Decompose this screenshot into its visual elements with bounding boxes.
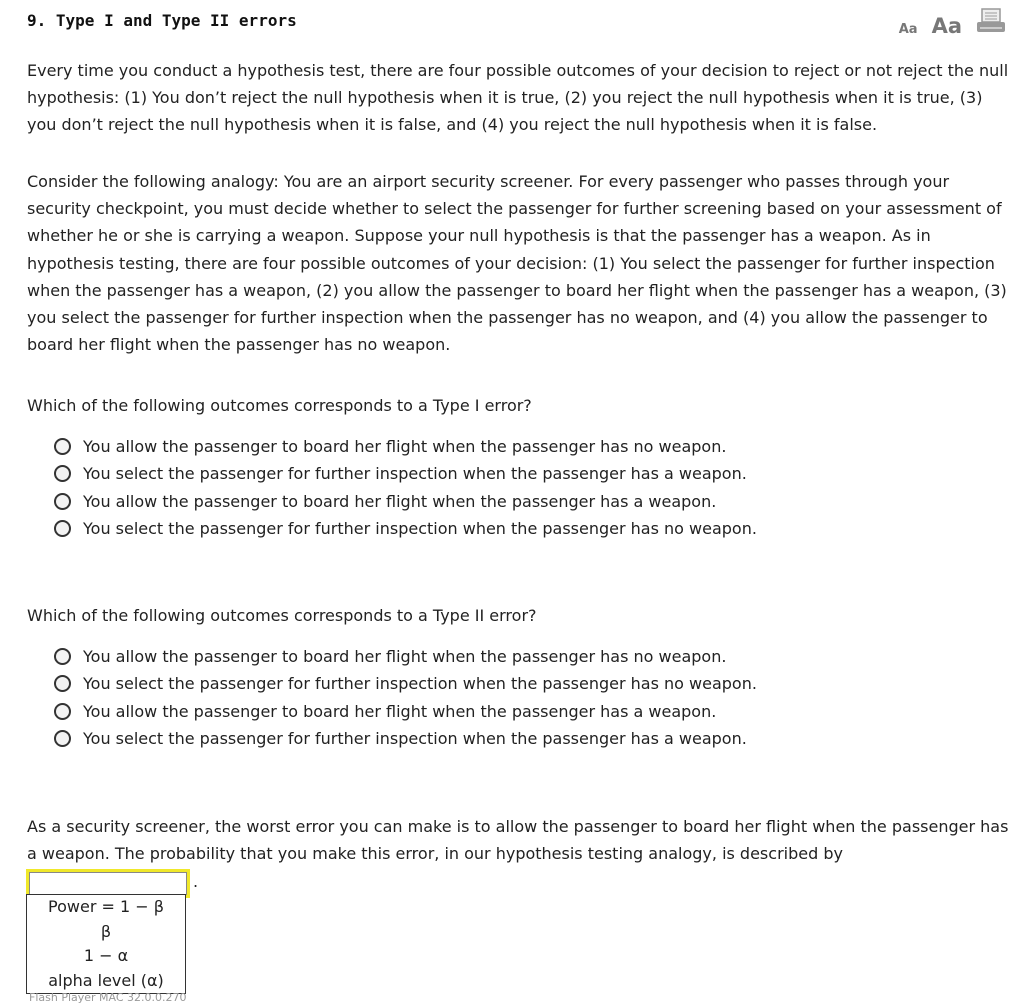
dropdown-option[interactable]: 1 − α xyxy=(83,946,129,965)
option-label: You allow the passenger to board her flight when the passenger has no weapon. xyxy=(83,647,727,667)
option-label: You select the passenger for further inspection when the passenger has a weapon. xyxy=(83,464,747,484)
option-label: You allow the passenger to board her flight when the passenger has a weapon. xyxy=(83,701,717,721)
intro-paragraph-2: Consider the following analogy: You are an airport security screener. For every passenger who passes through your security checkpoint, you must decide whether to select the passenger for further screening based on your assessment of whether he or she is carrying a weapon. Suppose your null hypothesis is that the passenger has a weapon. As in hypothesis testing, there are four possible outcomes of your decision: (1) You select the passenger for further inspection when the passenger has a weapon, (2) you allow the passenger to board her flight when the passenger has a weapon, (3) you select the passenger for further inspection when the passenger has no weapon, and (4) you allow the passenger to board her flight when the passenger has no weapon. xyxy=(27,172,1007,355)
radio-button[interactable] xyxy=(54,438,71,455)
q1-option-2[interactable] xyxy=(54,460,757,487)
q2-option-1[interactable] xyxy=(54,643,757,670)
option-label: You select the passenger for further inspection when the passenger has no weapon. xyxy=(83,674,757,694)
option-label: You select the passenger for further inspection when the passenger has no weapon. xyxy=(83,519,757,539)
option-label: You allow the passenger to board her flight when the passenger has no weapon. xyxy=(83,437,727,457)
q2-option-3[interactable] xyxy=(54,698,757,725)
toolbar xyxy=(899,8,1006,38)
radio-button[interactable] xyxy=(54,648,71,665)
radio-button[interactable] xyxy=(54,703,71,720)
dropdown-option-list xyxy=(26,894,186,994)
radio-button[interactable] xyxy=(54,675,71,692)
print-button[interactable] xyxy=(976,8,1006,38)
q1-option-1[interactable] xyxy=(54,433,757,460)
dropdown-option[interactable]: β xyxy=(100,921,112,941)
font-size-small-button[interactable]: Aa xyxy=(898,22,918,37)
dropdown-option[interactable]: alpha level (α) xyxy=(48,970,164,990)
font-size-large-button[interactable]: Aa xyxy=(931,14,962,38)
option-label: You select the passenger for further inspection when the passenger has a weapon. xyxy=(83,729,747,749)
flash-version-label: Flash Player MAC 32.0.0.270 xyxy=(29,991,187,1004)
question-2-options xyxy=(54,643,757,752)
print-icon xyxy=(976,8,1006,34)
q1-option-4[interactable] xyxy=(54,515,757,542)
q2-option-4[interactable] xyxy=(54,725,757,752)
dropdown-option[interactable]: Power = 1 − β xyxy=(48,897,164,916)
radio-button[interactable] xyxy=(54,730,71,747)
radio-button[interactable] xyxy=(54,493,71,510)
page-title: 9. Type I and Type II errors xyxy=(27,11,297,30)
intro-paragraph-1: Every time you conduct a hypothesis test, there are four possible outcomes of your decision to reject or not reject the null hypothesis: (1) You don’t reject the null hypothesis when it is true, (2) you reject the null hypothesis when it is true, (3) you don’t reject the null hypothesis when it is false, and (4) you reject the null hypothesis when it is false. xyxy=(27,61,1009,135)
dropdown-selected-value xyxy=(29,872,187,895)
question-3-prompt: As a security screener, the worst error you can make is to allow the passenger to board her flight when the passenger has a weapon. The probability that you make this error, in our hypothesis testing analogy, is described by xyxy=(27,817,1009,864)
q2-option-2[interactable] xyxy=(54,670,757,697)
question-2-prompt: Which of the following outcomes corresponds to a Type II error? xyxy=(27,606,537,625)
radio-button[interactable] xyxy=(54,465,71,482)
radio-button[interactable] xyxy=(54,520,71,537)
question-1-options xyxy=(54,433,757,542)
option-label: You allow the passenger to board her flight when the passenger has a weapon. xyxy=(83,491,717,511)
q1-option-3[interactable] xyxy=(54,488,757,515)
question-1-prompt: Which of the following outcomes corresponds to a Type I error? xyxy=(27,396,532,415)
sentence-period: . xyxy=(193,872,199,891)
